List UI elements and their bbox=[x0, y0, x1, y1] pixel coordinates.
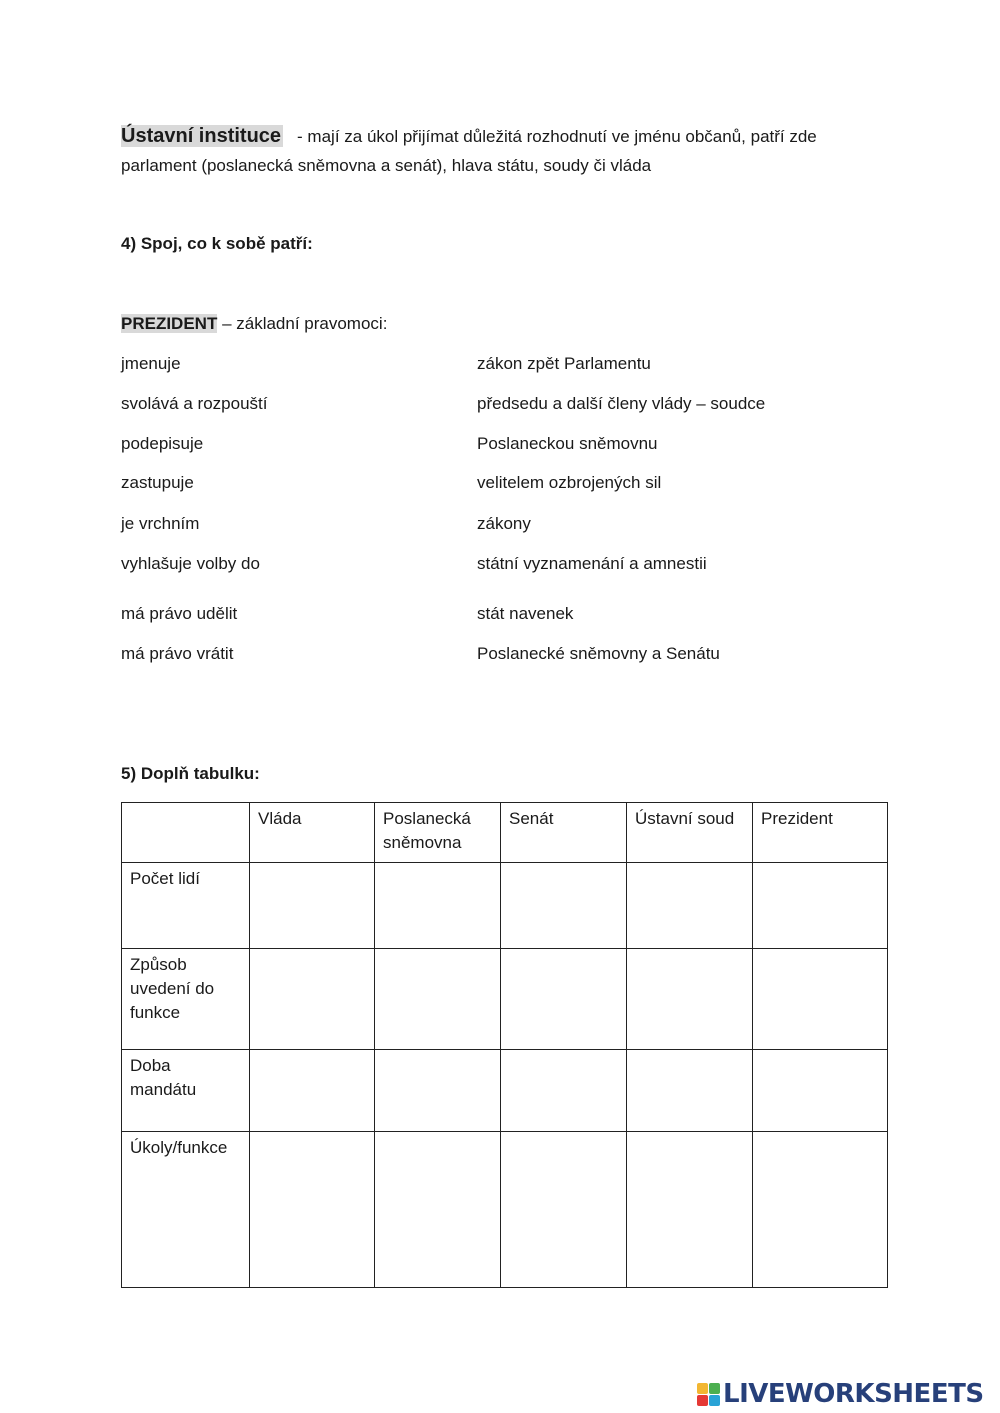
intro-text: - mají za úkol přijímat důležitá rozhodnutí ve jménu občanů, patří zde parlament (poslanecká sněmovna a senát), hlava státu, soudy či vláda bbox=[121, 127, 817, 175]
match-row bbox=[121, 354, 881, 378]
task5-heading: 5) Doplň tabulku: bbox=[121, 764, 260, 783]
match-row bbox=[121, 514, 881, 538]
fill-table bbox=[121, 802, 888, 1288]
logo-blocks-icon bbox=[697, 1383, 720, 1406]
match-left-item[interactable]: má právo udělit bbox=[121, 604, 238, 623]
match-right-item[interactable]: Poslaneckou sněmovnu bbox=[477, 434, 658, 453]
row-label: Způsob uvedení do funkce bbox=[122, 949, 250, 1050]
answer-cell[interactable] bbox=[753, 1050, 888, 1132]
table-header-cell: Vláda bbox=[250, 803, 375, 863]
answer-cell[interactable] bbox=[501, 949, 627, 1050]
match-row bbox=[121, 434, 881, 458]
match-row bbox=[121, 473, 881, 497]
answer-cell[interactable] bbox=[250, 1050, 375, 1132]
answer-cell[interactable] bbox=[753, 1132, 888, 1288]
match-left-item[interactable]: jmenuje bbox=[121, 354, 181, 373]
match-right-item[interactable]: zákon zpět Parlamentu bbox=[477, 354, 651, 373]
logo-block bbox=[697, 1395, 708, 1406]
answer-cell[interactable] bbox=[627, 1050, 753, 1132]
answer-cell[interactable] bbox=[501, 863, 627, 949]
match-row bbox=[121, 554, 881, 578]
table-header-cell: Prezident bbox=[753, 803, 888, 863]
logo-block bbox=[697, 1383, 708, 1394]
answer-cell[interactable] bbox=[627, 949, 753, 1050]
logo-block bbox=[709, 1383, 720, 1394]
answer-cell[interactable] bbox=[627, 863, 753, 949]
table-row bbox=[122, 1132, 888, 1288]
table-header-corner bbox=[122, 803, 250, 863]
task4-heading: 4) Spoj, co k sobě patří: bbox=[121, 234, 313, 253]
table-row bbox=[122, 863, 888, 949]
answer-cell[interactable] bbox=[250, 1132, 375, 1288]
answer-cell[interactable] bbox=[375, 1050, 501, 1132]
match-right-item[interactable]: zákony bbox=[477, 514, 531, 533]
match-row bbox=[121, 604, 881, 628]
row-label: Doba mandátu bbox=[122, 1050, 250, 1132]
answer-cell[interactable] bbox=[753, 863, 888, 949]
match-right-item[interactable]: státní vyznamenání a amnestii bbox=[477, 554, 707, 573]
table-header-cell: Ústavní soud bbox=[627, 803, 753, 863]
answer-cell[interactable] bbox=[375, 1132, 501, 1288]
row-label: Počet lidí bbox=[122, 863, 250, 949]
answer-cell[interactable] bbox=[250, 863, 375, 949]
logo-block bbox=[709, 1395, 720, 1406]
match-row bbox=[121, 644, 881, 668]
liveworksheets-logo bbox=[697, 1376, 984, 1412]
match-right-item[interactable]: předsedu a další členy vlády – soudce bbox=[477, 394, 766, 413]
president-subtitle: – základní pravomoci: bbox=[217, 314, 388, 333]
match-right-item[interactable]: stát navenek bbox=[477, 604, 574, 623]
table-header-row bbox=[122, 803, 888, 863]
match-left-item[interactable]: je vrchním bbox=[121, 514, 200, 533]
table-row bbox=[122, 1050, 888, 1132]
answer-cell[interactable] bbox=[501, 1050, 627, 1132]
answer-cell[interactable] bbox=[501, 1132, 627, 1288]
answer-cell[interactable] bbox=[375, 863, 501, 949]
answer-cell[interactable] bbox=[753, 949, 888, 1050]
intro-term: Ústavní instituce bbox=[121, 125, 282, 147]
logo-text: LIVEWORKSHEETS bbox=[723, 1379, 984, 1409]
match-left-item[interactable]: podepisuje bbox=[121, 434, 204, 453]
president-term: PREZIDENT bbox=[121, 314, 218, 333]
table-header-cell: Senát bbox=[501, 803, 627, 863]
match-row bbox=[121, 394, 881, 418]
match-right-item[interactable]: velitelem ozbrojených sil bbox=[477, 473, 662, 492]
match-left-item[interactable]: svolává a rozpouští bbox=[121, 394, 268, 413]
table-row bbox=[122, 949, 888, 1050]
table-header-cell: Poslanecká sněmovna bbox=[375, 803, 501, 863]
match-right-item[interactable]: Poslanecké sněmovny a Senátu bbox=[477, 644, 720, 663]
answer-cell[interactable] bbox=[250, 949, 375, 1050]
row-label: Úkoly/funkce bbox=[122, 1132, 250, 1288]
answer-cell[interactable] bbox=[375, 949, 501, 1050]
intro-paragraph bbox=[121, 122, 891, 180]
answer-cell[interactable] bbox=[627, 1132, 753, 1288]
match-left-item[interactable]: vyhlašuje volby do bbox=[121, 554, 260, 573]
president-line bbox=[121, 314, 387, 334]
match-left-item[interactable]: zastupuje bbox=[121, 473, 194, 492]
match-left-item[interactable]: má právo vrátit bbox=[121, 644, 234, 663]
